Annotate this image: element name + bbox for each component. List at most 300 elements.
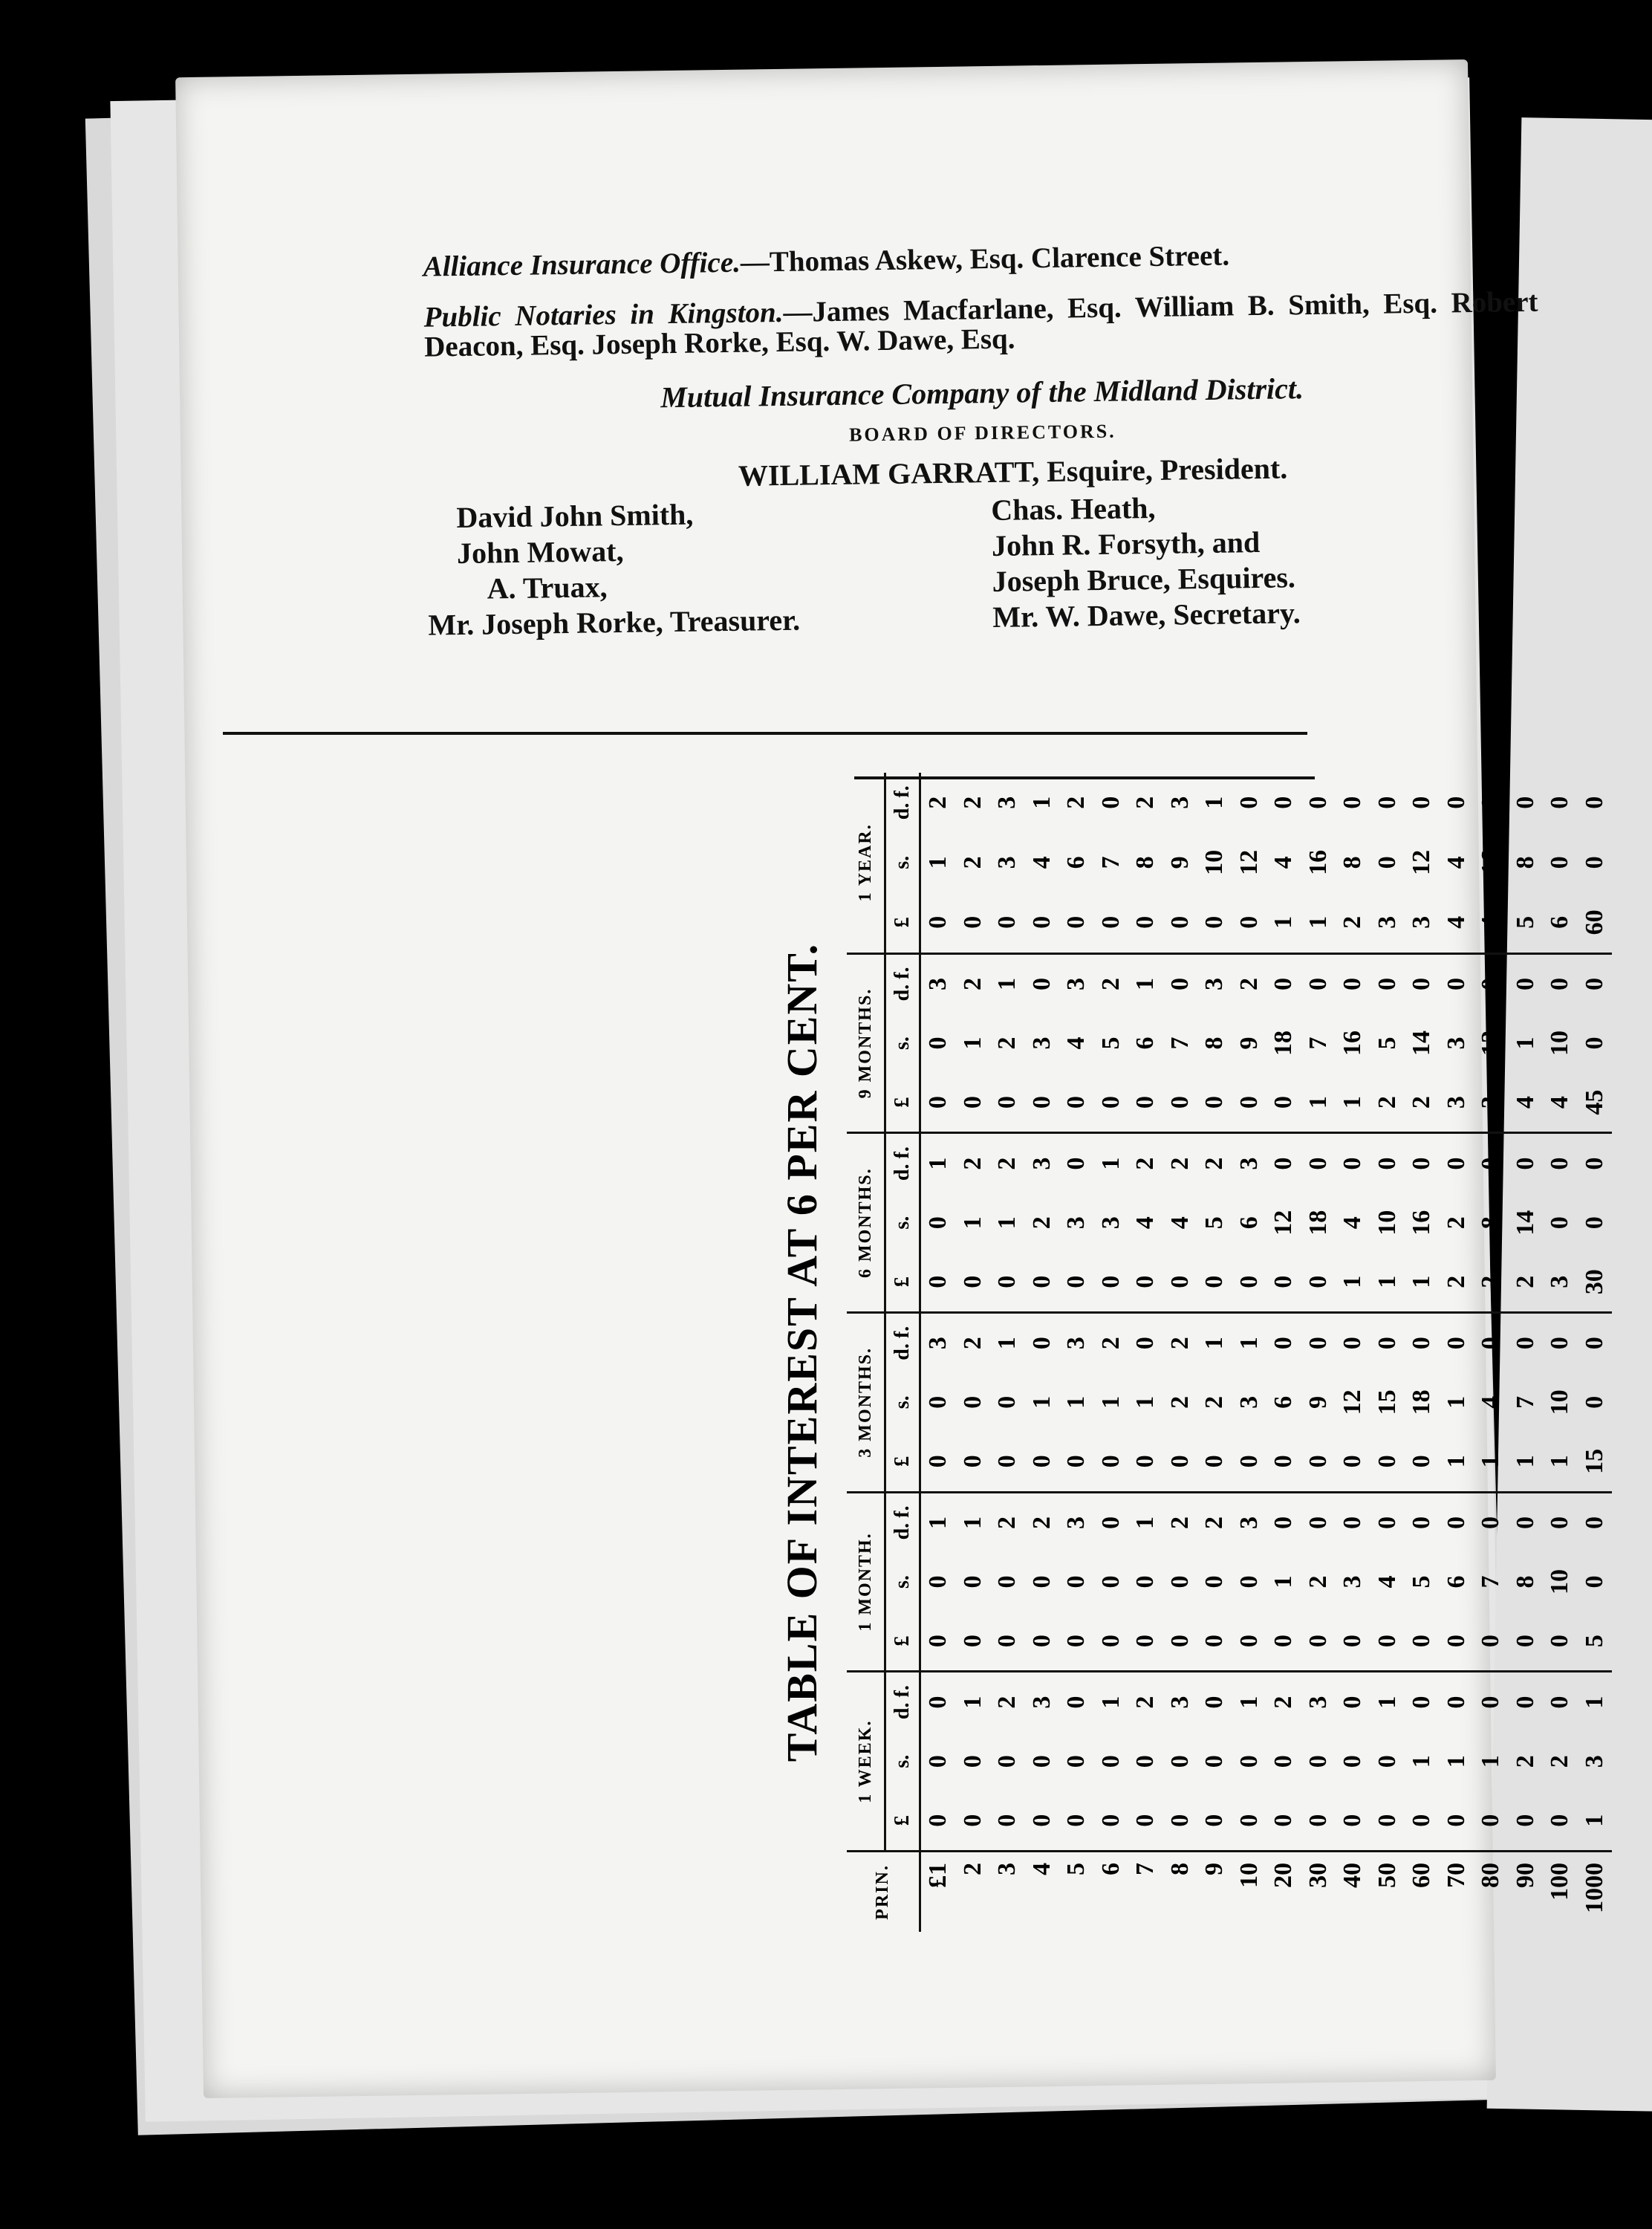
value-cell: 0 [1580, 1216, 1608, 1230]
value-cell: 1 [1235, 1337, 1263, 1350]
value-cell: 0 [1580, 1395, 1608, 1409]
value-cell: 2 [958, 856, 986, 869]
value-cell: 0 [958, 1395, 986, 1409]
value-cell: 5 [1511, 915, 1539, 929]
value-cell: 0 [1269, 1337, 1297, 1350]
notaries-lead: Public Notaries in Kingston. [423, 296, 784, 334]
value-cell: 0 [1408, 977, 1435, 990]
value-cell: 0 [1235, 1635, 1263, 1648]
value-cell: 0 [1269, 977, 1297, 990]
period-column [847, 1132, 1612, 1311]
director-left: John Mowat, [456, 533, 624, 571]
value-cell: 0 [1442, 1337, 1470, 1350]
period-header: 9 MONTHS. [847, 955, 886, 1132]
value-cell: 0 [1027, 1755, 1056, 1768]
director-left: David John Smith, [456, 497, 694, 535]
unit-header: d. f. [891, 1685, 914, 1720]
value-cell: 3 [1027, 1036, 1056, 1050]
value-cell: 0 [1511, 1635, 1539, 1648]
value-cell: 0 [1511, 1337, 1539, 1350]
alliance-text: —Thomas Askew, Esq. Clarence Street. [740, 239, 1230, 279]
value-cell: 0 [1165, 1096, 1194, 1109]
value-cell: 2 [1408, 1096, 1435, 1109]
value-cell: 1 [1580, 1814, 1608, 1827]
value-cell: 4 [1442, 856, 1470, 869]
value-cell: 0 [1027, 915, 1056, 929]
value-cell: 2 [1096, 1337, 1125, 1350]
period-values [921, 1493, 1612, 1671]
value-cell: 0 [924, 1814, 952, 1827]
unit-header-row [886, 955, 921, 1132]
value-cell: 0 [1408, 1157, 1435, 1170]
principal-cell: 10 [1235, 1863, 1263, 1888]
value-cell: 1 [1580, 1696, 1608, 1709]
value-cell: 8 [1339, 856, 1366, 869]
principal-cell: 5 [1062, 1863, 1090, 1875]
value-cell: 0 [924, 1635, 952, 1648]
value-cell: 0 [1269, 1635, 1297, 1648]
value-cell: 0 [1546, 796, 1573, 809]
value-cell: 0 [1442, 1516, 1470, 1529]
value-cell: 0 [1235, 915, 1263, 929]
value-cell: 1 [1027, 1395, 1056, 1409]
value-cell: 0 [1477, 1157, 1504, 1170]
unit-header: s. [891, 855, 914, 869]
table-title: TABLE OF INTEREST AT 6 PER CENT. [778, 942, 826, 1762]
principal-column [847, 1850, 1612, 1932]
value-cell: 0 [1131, 1337, 1159, 1350]
director-right: John R. Forsyth, and [991, 525, 1261, 562]
value-cell: 3 [924, 977, 952, 990]
value-cell: 0 [1477, 977, 1504, 990]
value-cell: 0 [1096, 1096, 1125, 1109]
value-cell: 0 [1408, 1814, 1435, 1827]
table-grid [847, 773, 1612, 1932]
value-cell: 0 [1269, 1096, 1297, 1109]
principal-cell: 8 [1165, 1863, 1194, 1875]
period-column [847, 1311, 1612, 1491]
value-cell: 0 [1546, 1635, 1573, 1648]
value-cell: 2 [1131, 1696, 1159, 1709]
value-cell: 3 [1442, 1096, 1470, 1109]
period-column [847, 1491, 1612, 1671]
value-cell: 0 [1027, 1455, 1056, 1468]
value-cell: 12 [1408, 849, 1435, 875]
value-cell: 1 [1442, 1755, 1470, 1768]
unit-header: £ [891, 1815, 914, 1826]
period-values [921, 1134, 1612, 1311]
value-cell: 0 [1477, 1696, 1504, 1709]
value-cell: 1 [1511, 1455, 1539, 1468]
value-cell: 9 [1304, 1395, 1332, 1409]
period-column [847, 773, 1612, 953]
value-cell: 0 [1511, 977, 1539, 990]
value-cell: 3 [1096, 1216, 1125, 1230]
value-cell: 3 [1235, 1157, 1263, 1170]
value-cell: 0 [1131, 1635, 1159, 1648]
value-cell: 0 [1408, 1516, 1435, 1529]
period-header: 1 MONTH. [847, 1493, 886, 1671]
value-cell: 2 [1027, 1516, 1056, 1529]
value-cell: 0 [1062, 1455, 1090, 1468]
value-cell: 0 [1200, 915, 1228, 929]
principal-cell: 7 [1131, 1863, 1159, 1875]
value-cell: 0 [1235, 796, 1263, 809]
value-cell: 0 [1339, 1455, 1366, 1468]
value-cell: 3 [1062, 1516, 1090, 1529]
value-cell: 7 [1511, 1395, 1539, 1409]
value-cell: 4 [1339, 1216, 1366, 1230]
value-cell: 1 [1511, 1036, 1539, 1050]
value-cell: 0 [1062, 1696, 1090, 1709]
value-cell: 3 [1408, 915, 1435, 929]
value-cell: 6 [1235, 1216, 1263, 1230]
value-cell: 0 [1408, 1696, 1435, 1709]
value-cell: 0 [1235, 1575, 1263, 1589]
value-cell: 0 [1131, 915, 1159, 929]
treasurer-line: Mr. Joseph Rorke, Treasurer. [428, 603, 801, 642]
principal-cell: 6 [1096, 1863, 1125, 1875]
unit-header-row [886, 1134, 921, 1311]
value-cell: 0 [1477, 1814, 1504, 1827]
value-cell: 0 [924, 1096, 952, 1109]
value-cell: 2 [993, 1696, 1021, 1709]
value-cell: 0 [1339, 1157, 1366, 1170]
value-cell: 6 [1442, 1575, 1470, 1589]
value-cell: 0 [1235, 1096, 1263, 1109]
alliance-lead: Alliance Insurance Office. [423, 246, 741, 283]
value-cell: 2 [1511, 1275, 1539, 1288]
value-cell: 2 [1131, 1157, 1159, 1170]
principal-cell: 40 [1339, 1863, 1366, 1888]
value-cell: 3 [1373, 915, 1401, 929]
value-cell: 12 [1235, 849, 1263, 875]
unit-header: s. [891, 1575, 914, 1589]
value-cell: 0 [1062, 1096, 1090, 1109]
value-cell: 0 [924, 1696, 952, 1709]
unit-header: d. f. [891, 1146, 914, 1181]
value-cell: 3 [1062, 977, 1090, 990]
value-cell: 18 [1304, 1210, 1332, 1236]
value-cell: 3 [1477, 1096, 1504, 1109]
unit-header: d. f. [891, 1505, 914, 1540]
value-cell: 16 [1304, 849, 1332, 875]
value-cell: 0 [1062, 1635, 1090, 1648]
value-cell: 2 [1200, 1516, 1228, 1529]
value-cell: 0 [1373, 1635, 1401, 1648]
value-cell: 4 [1477, 915, 1504, 929]
value-cell: 0 [1580, 856, 1608, 869]
value-cell: 0 [993, 1395, 1021, 1409]
value-cell: 4 [1062, 1036, 1090, 1050]
notaries-notice [423, 285, 1538, 363]
value-cell: 0 [958, 1455, 986, 1468]
period-header: 1 YEAR. [847, 773, 886, 953]
value-cell: 1 [1096, 1696, 1125, 1709]
value-cell: 1 [1408, 1275, 1435, 1288]
value-cell: 15 [1373, 1389, 1401, 1415]
value-cell: 16 [1339, 1031, 1366, 1057]
value-cell: 0 [1511, 1516, 1539, 1529]
value-cell: 5 [1408, 1575, 1435, 1589]
value-cell: 1 [1477, 1455, 1504, 1468]
value-cell: 2 [1200, 1157, 1228, 1170]
value-cell: 2 [958, 1157, 986, 1170]
value-cell: 0 [1339, 1814, 1366, 1827]
value-cell: 0 [1096, 1814, 1125, 1827]
value-cell: 3 [1304, 1696, 1332, 1709]
value-cell: 0 [1408, 1337, 1435, 1350]
value-cell: 0 [993, 1096, 1021, 1109]
value-cell: 0 [1304, 796, 1332, 809]
value-cell: 1 [1200, 1337, 1228, 1350]
value-cell: 3 [1200, 977, 1228, 990]
value-cell: 0 [1339, 1755, 1366, 1768]
unit-header-row [886, 1672, 921, 1850]
unit-header: d. f. [891, 785, 914, 820]
principal-cell: 20 [1269, 1863, 1297, 1888]
value-cell: 0 [1304, 1275, 1332, 1288]
value-cell: 0 [1442, 1635, 1470, 1648]
value-cell: 0 [1408, 1455, 1435, 1468]
value-cell: 4 [1442, 915, 1470, 929]
value-cell: 0 [1165, 1575, 1194, 1589]
value-cell: 0 [1580, 1157, 1608, 1170]
unit-header-row [886, 1493, 921, 1671]
value-cell: 0 [1131, 1755, 1159, 1768]
value-cell: 0 [1339, 1337, 1366, 1350]
value-cell: 0 [1062, 1814, 1090, 1827]
unit-header: s. [891, 1216, 914, 1230]
value-cell: 3 [1062, 1216, 1090, 1230]
value-cell: 12 [1477, 1031, 1504, 1057]
value-cell: 5 [1200, 1216, 1228, 1230]
value-cell: 0 [1096, 1575, 1125, 1589]
value-cell: 0 [1131, 1096, 1159, 1109]
value-cell: 5 [1096, 1036, 1125, 1050]
value-cell: 1 [958, 1216, 986, 1230]
value-cell: 0 [1339, 977, 1366, 990]
value-cell: 0 [1062, 1157, 1090, 1170]
value-cell: 0 [1546, 1157, 1573, 1170]
value-cell: 0 [1200, 1755, 1228, 1768]
value-cell: 0 [1373, 1755, 1401, 1768]
value-cell: 0 [1304, 1157, 1332, 1170]
value-cell: 1 [958, 1036, 986, 1050]
value-cell: 15 [1580, 1448, 1608, 1474]
value-cell: 0 [1235, 1455, 1263, 1468]
unit-header: s. [891, 1036, 914, 1050]
value-cell: 0 [1062, 1275, 1090, 1288]
value-cell: 2 [1200, 1395, 1228, 1409]
value-cell: 0 [924, 1275, 952, 1288]
value-cell: 0 [1269, 1157, 1297, 1170]
value-cell: 1 [1304, 1096, 1332, 1109]
value-cell: 0 [1165, 1635, 1194, 1648]
value-cell: 2 [1339, 915, 1366, 929]
value-cell: 0 [1165, 1814, 1194, 1827]
value-cell: 0 [1027, 1814, 1056, 1827]
value-cell: 1 [1373, 1275, 1401, 1288]
value-cell: 6 [1269, 1395, 1297, 1409]
value-cell: 2 [993, 1036, 1021, 1050]
value-cell: 1 [924, 1516, 952, 1529]
value-cell: 0 [1546, 856, 1573, 869]
value-cell: 0 [993, 1275, 1021, 1288]
value-cell: 3 [1235, 1516, 1263, 1529]
period-column [847, 953, 1612, 1132]
value-cell: 0 [958, 1096, 986, 1109]
value-cell: 1 [1269, 915, 1297, 929]
value-cell: 0 [1131, 1814, 1159, 1827]
value-cell: 0 [1096, 915, 1125, 929]
value-cell: 1 [1131, 977, 1159, 990]
value-cell: 1 [1235, 1696, 1263, 1709]
value-cell: 3 [924, 1337, 952, 1350]
value-cell: 0 [1304, 1455, 1332, 1468]
unit-header-row [886, 773, 921, 953]
value-cell: 0 [993, 915, 1021, 929]
value-cell: 2 [958, 977, 986, 990]
value-cell: 0 [1546, 1216, 1573, 1230]
principal-cell: 70 [1442, 1863, 1470, 1888]
value-cell: 0 [924, 1455, 952, 1468]
principal-cell: 50 [1373, 1863, 1401, 1888]
value-cell: 0 [1131, 1455, 1159, 1468]
value-cell: 2 [993, 1516, 1021, 1529]
value-cell: 0 [924, 1395, 952, 1409]
value-cell: 2 [1131, 796, 1159, 809]
value-cell: 0 [1269, 796, 1297, 809]
value-cell: 0 [1511, 796, 1539, 809]
value-cell: 1 [1408, 1755, 1435, 1768]
value-cell: 12 [1339, 1389, 1366, 1415]
value-cell: 4 [1269, 856, 1297, 869]
value-cell: 0 [1062, 1755, 1090, 1768]
value-cell: 1 [993, 977, 1021, 990]
director-right: Joseph Bruce, Esquires. [992, 560, 1296, 598]
value-cell: 1 [1200, 796, 1228, 809]
value-cell: 14 [1511, 1210, 1539, 1236]
value-cell: 0 [1442, 977, 1470, 990]
value-cell: 0 [1235, 1814, 1263, 1827]
interest-table [761, 773, 1652, 1932]
period-header: 3 MONTHS. [847, 1314, 886, 1491]
value-cell: 0 [1096, 796, 1125, 809]
mutual-title: Mutual Insurance Company of the Midland District. [660, 372, 1304, 415]
value-cell: 18 [1269, 1031, 1297, 1057]
value-cell: 0 [1200, 1575, 1228, 1589]
value-cell: 8 [1131, 856, 1159, 869]
director-right: Chas. Heath, [991, 490, 1156, 528]
value-cell: 2 [1546, 1755, 1573, 1768]
value-cell: 3 [1235, 1395, 1263, 1409]
value-cell: 9 [1235, 1036, 1263, 1050]
unit-header: £ [891, 917, 914, 928]
value-cell: 2 [1269, 1696, 1297, 1709]
value-cell: 0 [1200, 1096, 1228, 1109]
value-cell: 0 [1580, 1516, 1608, 1529]
value-cell: 0 [1304, 1516, 1332, 1529]
value-cell: 0 [924, 1575, 952, 1589]
value-cell: 1 [1477, 1755, 1504, 1768]
value-cell: 2 [924, 796, 952, 809]
unit-header-row [886, 1314, 921, 1491]
principal-cell: 30 [1304, 1863, 1332, 1888]
value-cell: 0 [1373, 1157, 1401, 1170]
value-cell: 3 [1062, 1337, 1090, 1350]
value-cell: 2 [1477, 1275, 1504, 1288]
value-cell: 3 [1580, 1755, 1608, 1768]
value-cell: 0 [1165, 1755, 1194, 1768]
value-cell: 0 [1511, 1157, 1539, 1170]
value-cell: 1 [1096, 1157, 1125, 1170]
value-cell: 2 [1442, 1216, 1470, 1230]
value-cell: 0 [1200, 1696, 1228, 1709]
value-cell: 1 [1339, 1275, 1366, 1288]
value-cell: 0 [1373, 796, 1401, 809]
value-cell: 0 [1580, 796, 1608, 809]
value-cell: 0 [1477, 1635, 1504, 1648]
board-heading: BOARD OF DIRECTORS. [848, 420, 1116, 446]
value-cell: 0 [924, 1755, 952, 1768]
value-cell: 0 [1027, 1275, 1056, 1288]
value-cell: 1 [1546, 1455, 1573, 1468]
value-cell: 0 [1408, 1635, 1435, 1648]
value-cell: 3 [1442, 1036, 1470, 1050]
value-cell: 0 [1165, 915, 1194, 929]
value-cell: 0 [1339, 796, 1366, 809]
period-values [921, 1672, 1612, 1850]
value-cell: 0 [958, 1275, 986, 1288]
prin-header: PRIN. [847, 1852, 921, 1932]
value-cell: 0 [1339, 1635, 1366, 1648]
unit-header: £ [891, 1635, 914, 1646]
value-cell: 0 [958, 1755, 986, 1768]
value-cell: 0 [924, 1036, 952, 1050]
value-cell: 3 [1027, 1157, 1056, 1170]
value-cell: 0 [1027, 1575, 1056, 1589]
value-cell: 0 [1373, 856, 1401, 869]
directors-list [426, 485, 1543, 643]
value-cell: 0 [1442, 1814, 1470, 1827]
value-cell: 0 [924, 1216, 952, 1230]
value-cell: 0 [1200, 1275, 1228, 1288]
value-cell: 2 [1165, 1157, 1194, 1170]
value-cell: 8 [1200, 1036, 1228, 1050]
unit-header: s. [891, 1754, 914, 1768]
value-cell: 0 [1096, 1455, 1125, 1468]
value-cell: 1 [1442, 1455, 1470, 1468]
value-cell: 0 [1235, 1755, 1263, 1768]
value-cell: 6 [1062, 856, 1090, 869]
value-cell: 2 [1511, 1755, 1539, 1768]
value-cell: 3 [1546, 1275, 1573, 1288]
value-cell: 0 [1027, 1337, 1056, 1350]
value-cell: 0 [1062, 1575, 1090, 1589]
value-cell: 2 [1235, 977, 1263, 990]
value-cell: 0 [1442, 1696, 1470, 1709]
value-cell: 2 [993, 1157, 1021, 1170]
value-cell: 0 [1511, 1814, 1539, 1827]
notices-block [423, 237, 1542, 643]
value-cell: 7 [1165, 1036, 1194, 1050]
value-cell: 0 [1096, 1516, 1125, 1529]
value-cell: 1 [1131, 1395, 1159, 1409]
value-cell: 2 [1165, 1337, 1194, 1350]
value-cell: 0 [1580, 1575, 1608, 1589]
value-cell: 2 [1442, 1275, 1470, 1288]
